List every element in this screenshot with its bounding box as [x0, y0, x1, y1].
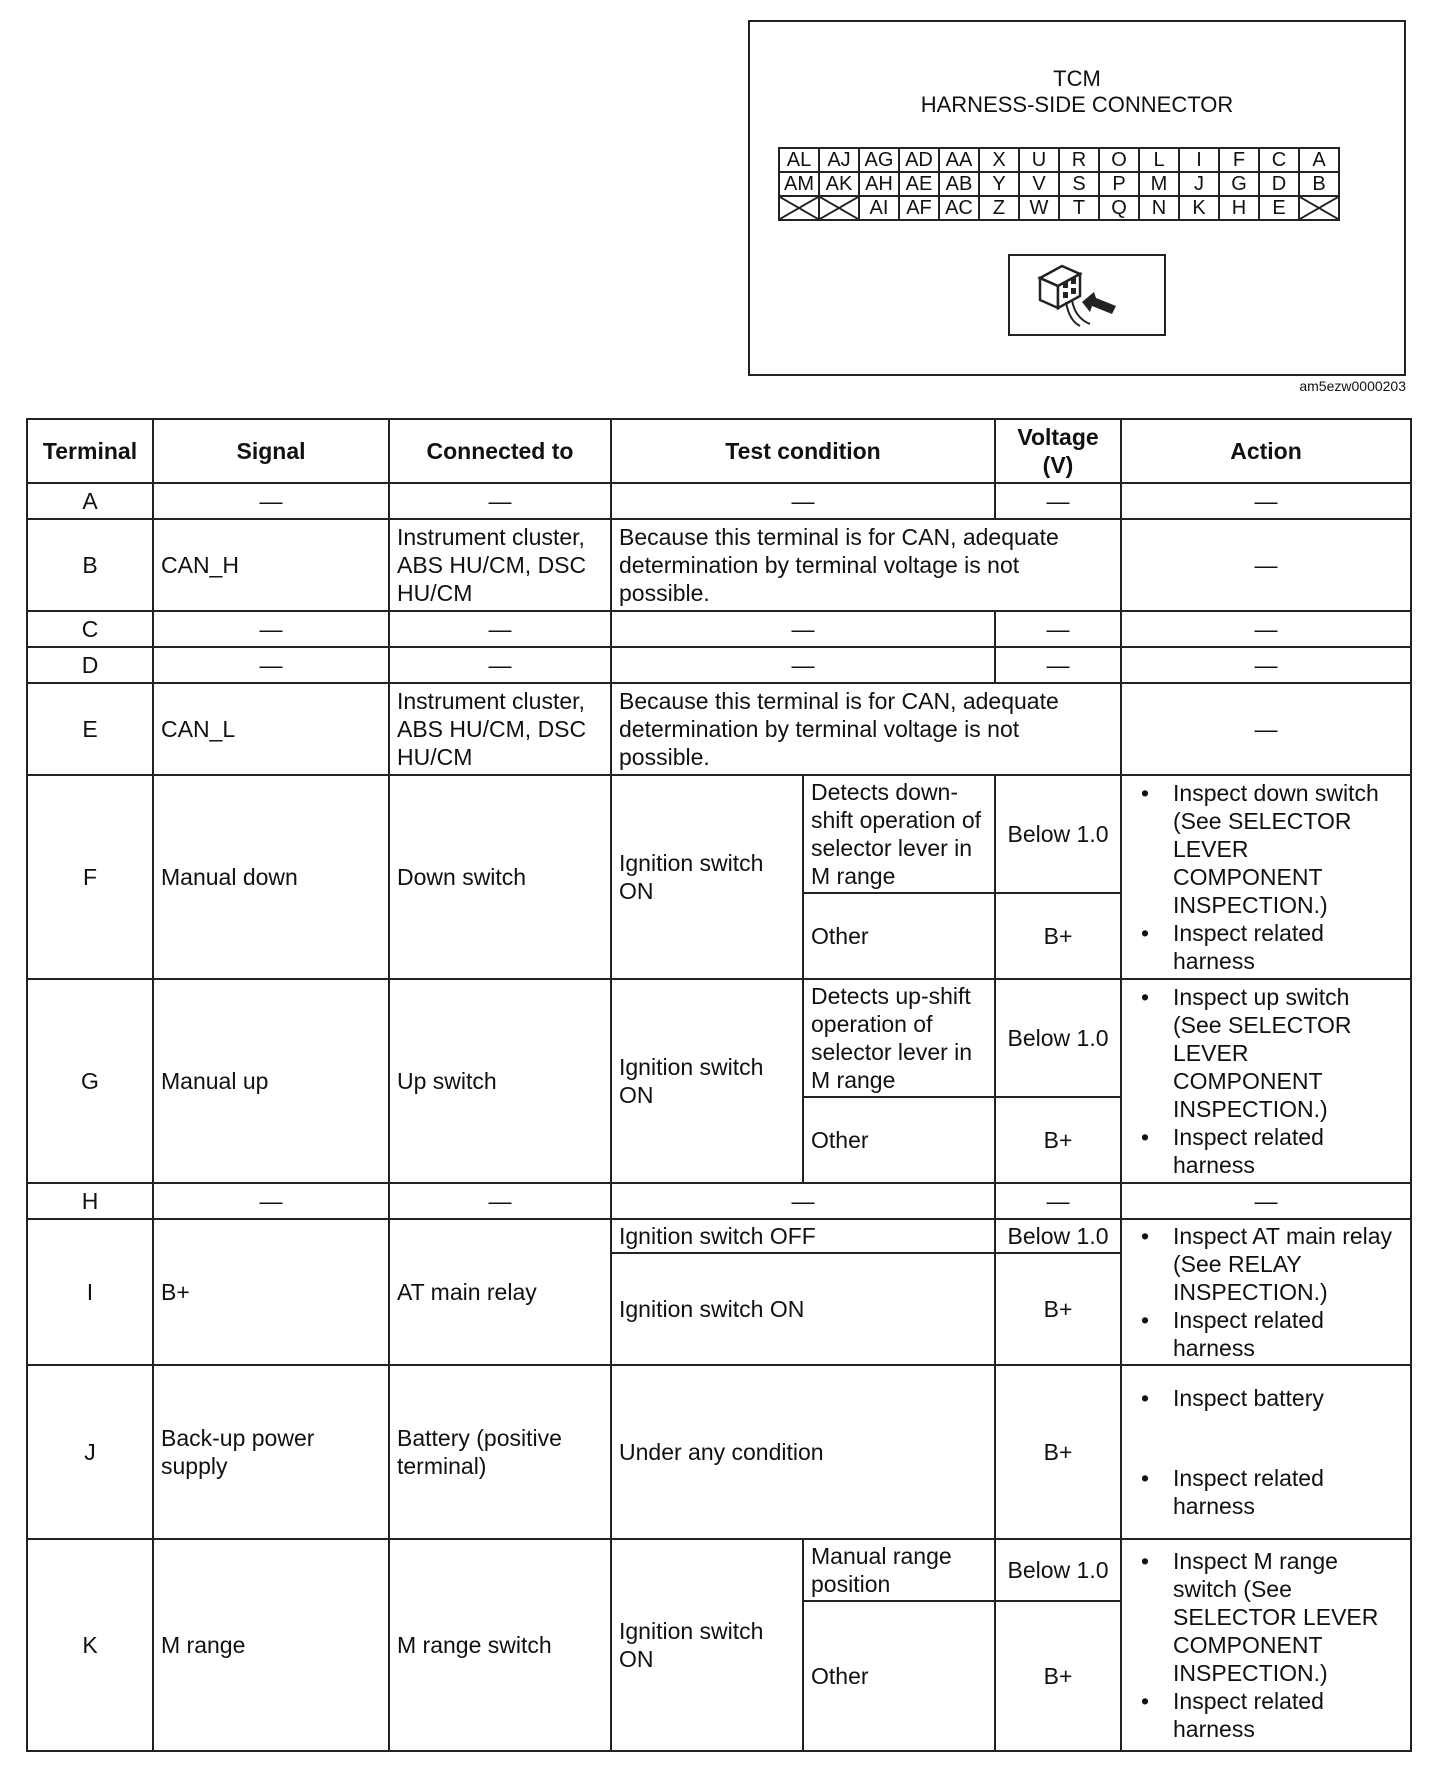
action-cell: —	[1121, 483, 1411, 519]
voltage-cell: Below 1.0	[995, 979, 1121, 1097]
test-cell: Ignition switch ON	[611, 775, 803, 979]
test-cell: Ignition switch OFF	[611, 1219, 995, 1253]
figure-title-line1: TCM	[1053, 66, 1101, 91]
table-row	[27, 1365, 1411, 1539]
table-row	[27, 1219, 1411, 1253]
action-cell	[1121, 775, 1411, 979]
table-row	[27, 1183, 1411, 1219]
pin-cell: AL	[779, 148, 819, 172]
terminal-cell: C	[27, 611, 153, 647]
pin-cell: D	[1259, 172, 1299, 196]
pin-cell: AC	[939, 196, 979, 220]
pin-cell: I	[1179, 148, 1219, 172]
header-action: Action	[1121, 419, 1411, 483]
connected-cell: AT main relay	[389, 1219, 611, 1365]
connector-icon	[1008, 254, 1166, 336]
signal-cell: Manual down	[153, 775, 389, 979]
pin-cell: M	[1139, 172, 1179, 196]
connected-cell: Down switch	[389, 775, 611, 979]
voltage-cell: —	[995, 1183, 1121, 1219]
signal-cell: —	[153, 1183, 389, 1219]
action-cell: —	[1121, 683, 1411, 775]
pin-cell-unused	[779, 196, 819, 220]
condition-cell: Other	[803, 893, 995, 979]
action-item: • Inspect related harness	[1173, 1306, 1403, 1362]
terminal-cell: E	[27, 683, 153, 775]
action-list	[1129, 779, 1403, 975]
header-connected: Connected to	[389, 419, 611, 483]
terminal-cell: I	[27, 1219, 153, 1365]
pin-cell: F	[1219, 148, 1259, 172]
condition-cell: Detects down-shift operation of selector lever in M range	[803, 775, 995, 893]
table-row	[27, 683, 1411, 775]
terminal-table	[26, 418, 1412, 1752]
signal-cell: B+	[153, 1219, 389, 1365]
signal-cell: —	[153, 647, 389, 683]
action-item: • Inspect related harness	[1173, 1687, 1403, 1743]
test-cell: Ignition switch ON	[611, 979, 803, 1183]
action-item: • Inspect M range switch (See SELECTOR LEVER COMPONENT INSPECTION.)	[1173, 1547, 1403, 1687]
pin-row	[779, 172, 1339, 196]
pin-cell: AD	[899, 148, 939, 172]
voltage-cell: B+	[995, 893, 1121, 979]
action-cell	[1121, 1219, 1411, 1365]
action-cell	[1121, 1539, 1411, 1751]
signal-cell: Manual up	[153, 979, 389, 1183]
test-cell: —	[611, 647, 995, 683]
figure-title-line2: HARNESS-SIDE CONNECTOR	[920, 92, 1234, 117]
voltage-cell: —	[995, 483, 1121, 519]
header-row	[27, 419, 1411, 483]
voltage-cell: Below 1.0	[995, 1219, 1121, 1253]
action-cell: —	[1121, 1183, 1411, 1219]
pin-cell: AI	[859, 196, 899, 220]
pin-cell: AB	[939, 172, 979, 196]
table-row	[27, 979, 1411, 1097]
header-voltage: Voltage (V)	[995, 419, 1121, 483]
pin-cell: E	[1259, 196, 1299, 220]
signal-cell: Back-up power supply	[153, 1365, 389, 1539]
voltage-cell: —	[995, 647, 1121, 683]
pin-cell-unused	[819, 196, 859, 220]
pin-cell: L	[1139, 148, 1179, 172]
condition-cell: Other	[803, 1601, 995, 1751]
test-cell: Ignition switch ON	[611, 1253, 995, 1365]
pin-row	[779, 196, 1339, 220]
connector-pin-grid	[778, 147, 1340, 221]
connected-cell: Up switch	[389, 979, 611, 1183]
condition-cell: Detects up-shift operation of selector lever in M range	[803, 979, 995, 1097]
connected-cell: —	[389, 647, 611, 683]
table-row	[27, 1539, 1411, 1601]
pin-cell: AK	[819, 172, 859, 196]
test-cell: Under any condition	[611, 1365, 995, 1539]
connected-cell: —	[389, 483, 611, 519]
signal-cell: —	[153, 483, 389, 519]
test-cell: —	[611, 1183, 995, 1219]
pin-cell: V	[1019, 172, 1059, 196]
signal-cell: CAN_L	[153, 683, 389, 775]
table-row	[27, 647, 1411, 683]
pin-cell: AF	[899, 196, 939, 220]
connected-cell: Instrument cluster, ABS HU/CM, DSC HU/CM	[389, 519, 611, 611]
pin-cell: A	[1299, 148, 1339, 172]
pin-cell: T	[1059, 196, 1099, 220]
signal-cell: M range	[153, 1539, 389, 1751]
terminal-cell: D	[27, 647, 153, 683]
test-cell: Because this terminal is for CAN, adequate determination by terminal voltage is not possible.	[611, 683, 1121, 775]
pin-cell: AJ	[819, 148, 859, 172]
voltage-cell: Below 1.0	[995, 775, 1121, 893]
action-list	[1129, 1222, 1403, 1362]
condition-cell: Other	[803, 1097, 995, 1183]
table-row	[27, 611, 1411, 647]
table-row	[27, 519, 1411, 611]
pin-cell: P	[1099, 172, 1139, 196]
test-cell: —	[611, 611, 995, 647]
action-cell: —	[1121, 519, 1411, 611]
pin-cell: Q	[1099, 196, 1139, 220]
action-item: • Inspect down switch (See SELECTOR LEVER COMPONENT INSPECTION.)	[1173, 779, 1403, 919]
pin-cell: X	[979, 148, 1019, 172]
pin-cell: Z	[979, 196, 1019, 220]
pin-cell: Y	[979, 172, 1019, 196]
test-cell: Ignition switch ON	[611, 1539, 803, 1751]
terminal-cell: K	[27, 1539, 153, 1751]
pin-cell: G	[1219, 172, 1259, 196]
pin-cell: H	[1219, 196, 1259, 220]
voltage-cell: B+	[995, 1601, 1121, 1751]
action-item: • Inspect AT main relay (See RELAY INSPECTION.)	[1173, 1222, 1403, 1306]
action-item: • Inspect related harness	[1173, 1464, 1403, 1520]
pin-cell: AM	[779, 172, 819, 196]
pin-cell: B	[1299, 172, 1339, 196]
action-item: • Inspect battery	[1173, 1384, 1403, 1464]
voltage-cell: —	[995, 611, 1121, 647]
pin-cell: AE	[899, 172, 939, 196]
terminal-cell: F	[27, 775, 153, 979]
header-signal: Signal	[153, 419, 389, 483]
terminal-cell: H	[27, 1183, 153, 1219]
pin-cell: N	[1139, 196, 1179, 220]
header-test: Test condition	[611, 419, 995, 483]
figure-code: am5ezw0000203	[1299, 378, 1406, 394]
action-list	[1129, 1547, 1403, 1743]
connected-cell: M range switch	[389, 1539, 611, 1751]
voltage-cell: B+	[995, 1365, 1121, 1539]
action-list	[1129, 983, 1403, 1179]
terminal-cell: G	[27, 979, 153, 1183]
connected-cell: Battery (positive terminal)	[389, 1365, 611, 1539]
terminal-cell: B	[27, 519, 153, 611]
action-cell: —	[1121, 647, 1411, 683]
action-item: • Inspect up switch (See SELECTOR LEVER COMPONENT INSPECTION.)	[1173, 983, 1403, 1123]
voltage-cell: B+	[995, 1097, 1121, 1183]
action-cell	[1121, 1365, 1411, 1539]
pin-row	[779, 148, 1339, 172]
table-row	[27, 775, 1411, 893]
table-row	[27, 483, 1411, 519]
pin-cell: K	[1179, 196, 1219, 220]
header-terminal: Terminal	[27, 419, 153, 483]
test-cell: —	[611, 483, 995, 519]
pin-cell-unused	[1299, 196, 1339, 220]
pin-cell: AH	[859, 172, 899, 196]
condition-cell: Manual range position	[803, 1539, 995, 1601]
pin-cell: O	[1099, 148, 1139, 172]
pin-cell: J	[1179, 172, 1219, 196]
signal-cell: CAN_H	[153, 519, 389, 611]
pin-cell: AA	[939, 148, 979, 172]
pin-cell: AG	[859, 148, 899, 172]
action-cell	[1121, 979, 1411, 1183]
connected-cell: —	[389, 611, 611, 647]
pin-cell: R	[1059, 148, 1099, 172]
voltage-cell: Below 1.0	[995, 1539, 1121, 1601]
action-list	[1129, 1384, 1403, 1520]
figure-title	[750, 66, 1404, 118]
pin-cell: W	[1019, 196, 1059, 220]
terminal-cell: J	[27, 1365, 153, 1539]
test-cell: Because this terminal is for CAN, adequate determination by terminal voltage is not possible.	[611, 519, 1121, 611]
pin-cell: C	[1259, 148, 1299, 172]
terminal-cell: A	[27, 483, 153, 519]
action-item: • Inspect related harness	[1173, 1123, 1403, 1179]
voltage-cell: B+	[995, 1253, 1121, 1365]
connected-cell: Instrument cluster, ABS HU/CM, DSC HU/CM	[389, 683, 611, 775]
pin-cell: S	[1059, 172, 1099, 196]
pin-cell: U	[1019, 148, 1059, 172]
connected-cell: —	[389, 1183, 611, 1219]
action-item: • Inspect related harness	[1173, 919, 1403, 975]
action-cell: —	[1121, 611, 1411, 647]
connector-figure	[748, 20, 1406, 376]
signal-cell: —	[153, 611, 389, 647]
